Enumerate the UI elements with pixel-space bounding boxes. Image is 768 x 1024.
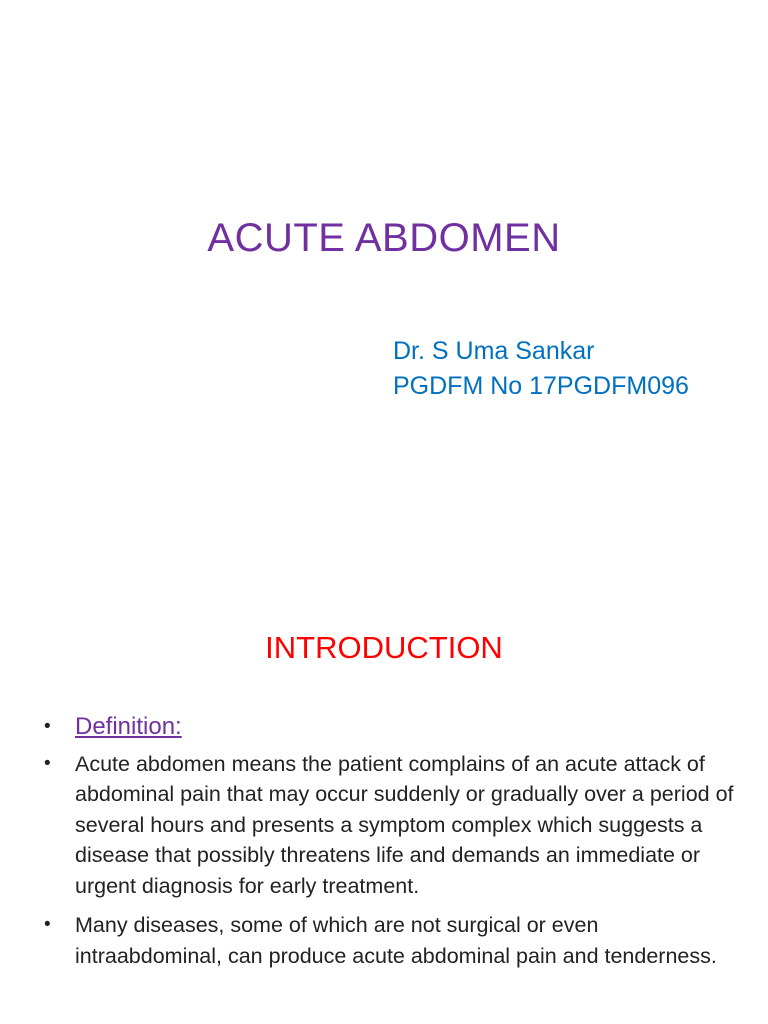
bullet-text: Many diseases, some of which are not surgical or even intraabdominal, can produce acute abdominal pain and tenderness. — [75, 913, 717, 968]
bullet-text: Acute abdomen means the patient complains of an acute attack of abdominal pain that may occur suddenly or gradually over a period of several hours and presents a symptom complex which suggests a disease that possibly threatens life and demands an immediate or urgent diagnosis for early treatment. — [75, 751, 734, 898]
introduction-slide — [0, 576, 768, 1024]
bullet-icon: • — [44, 914, 51, 935]
section-heading: INTRODUCTION — [265, 630, 503, 665]
author-name: Dr. S Uma Sankar — [393, 337, 595, 365]
bullet-list — [44, 712, 734, 980]
bullet-item — [44, 910, 734, 971]
bullet-icon: • — [44, 716, 51, 737]
bullet-item — [44, 749, 734, 902]
registration-number: PGDFM No 17PGDFM096 — [393, 372, 689, 400]
bullet-icon: • — [44, 752, 51, 774]
bullet-item-definition — [44, 712, 734, 743]
author-block — [393, 334, 689, 404]
slide-title: ACUTE ABDOMEN — [207, 216, 561, 260]
definition-link[interactable]: Definition: — [75, 713, 182, 740]
